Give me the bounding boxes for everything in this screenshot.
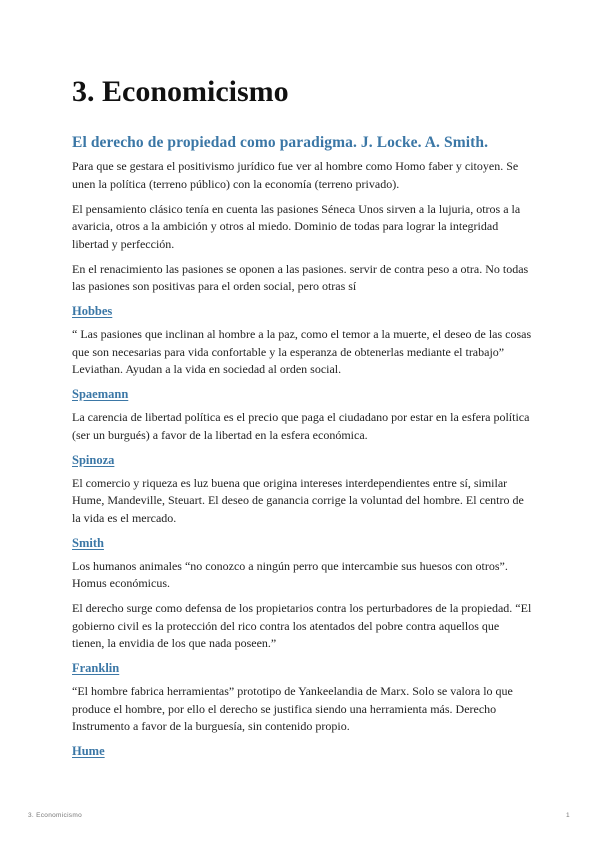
footer-page-number: 1 xyxy=(566,812,570,819)
section-paragraph: El derecho surge como defensa de los propietarios contra los perturbadores de la propiedad. “El gobierno civil es la protección del rico contra los atentados del pobre contra aquellos que tienen, la envidia de los que nada poseen.” xyxy=(72,601,532,650)
section-subtitle: El derecho de propiedad como paradigma. J. Locke. A. Smith. xyxy=(72,134,489,151)
document-body xyxy=(72,158,532,766)
section-paragraph: Los humanos animales “no conozco a ningún perro que intercambie sus huesos con otros”. Homus económicus. xyxy=(72,558,508,590)
section-heading-hume[interactable]: Hume xyxy=(72,744,105,758)
section-heading-franklin[interactable]: Franklin xyxy=(72,661,120,675)
section-heading-spaemann[interactable]: Spaemann xyxy=(72,387,129,401)
section-heading-hobbes[interactable]: Hobbes xyxy=(72,304,113,318)
section-heading-spinoza[interactable]: Spinoza xyxy=(72,452,115,467)
section-paragraph: El comercio y riqueza es luz buena que origina intereses interdependientes entre sí, similar Hume, Mandeville, Steuart. El deseo de ganancia corrige la voluntad del hombre. El centro de la vida es el mercado. xyxy=(72,475,524,525)
section-paragraph: “ Las pasiones que inclinan al hombre a la paz, como el temor a la muerte, el deseo de las cosas que son necesarias para vida confortable y la esperanza de obtenerlas mediante el trabajo” Leviathan. Ayudan a la vida en sociedad al orden social. xyxy=(72,327,532,376)
intro-paragraph: Para que se gestara el positivismo jurídico fue ver al hombre como Homo faber y citoyen. Se unen la política (terreno público) con la economía (terreno privado). xyxy=(72,159,519,191)
section-heading-smith[interactable]: Smith xyxy=(72,535,104,550)
footer-section-title: 3. Economicismo xyxy=(28,812,82,819)
page-title: 3. Economicismo xyxy=(72,75,289,108)
intro-paragraph: El pensamiento clásico tenía en cuenta las pasiones Séneca Unos sirven a la lujuria, otros a la avaricia, otros a la ambición y otros al miedo. Dominio de todas para lograr la integridad libertad y perfección. xyxy=(72,201,521,251)
section-paragraph: La carencia de libertad política es el precio que paga el ciudadano por estar en la esfera política (ser un burgués) a favor de la libertad en la esfera económica. xyxy=(72,410,530,442)
intro-paragraph: En el renacimiento las pasiones se oponen a las pasiones. servir de contra peso a otra. No todas las pasiones son positivas para el orden social, pero otras sí xyxy=(72,261,529,293)
section-paragraph: “El hombre fabrica herramientas” prototipo de Yankeelandia de Marx. Solo se valora lo que produce el hombre, por ello el derecho se justifica siendo una herramienta más. Derecho Instrumento a favor de la burguesía, sin contenido propio. xyxy=(72,684,513,733)
